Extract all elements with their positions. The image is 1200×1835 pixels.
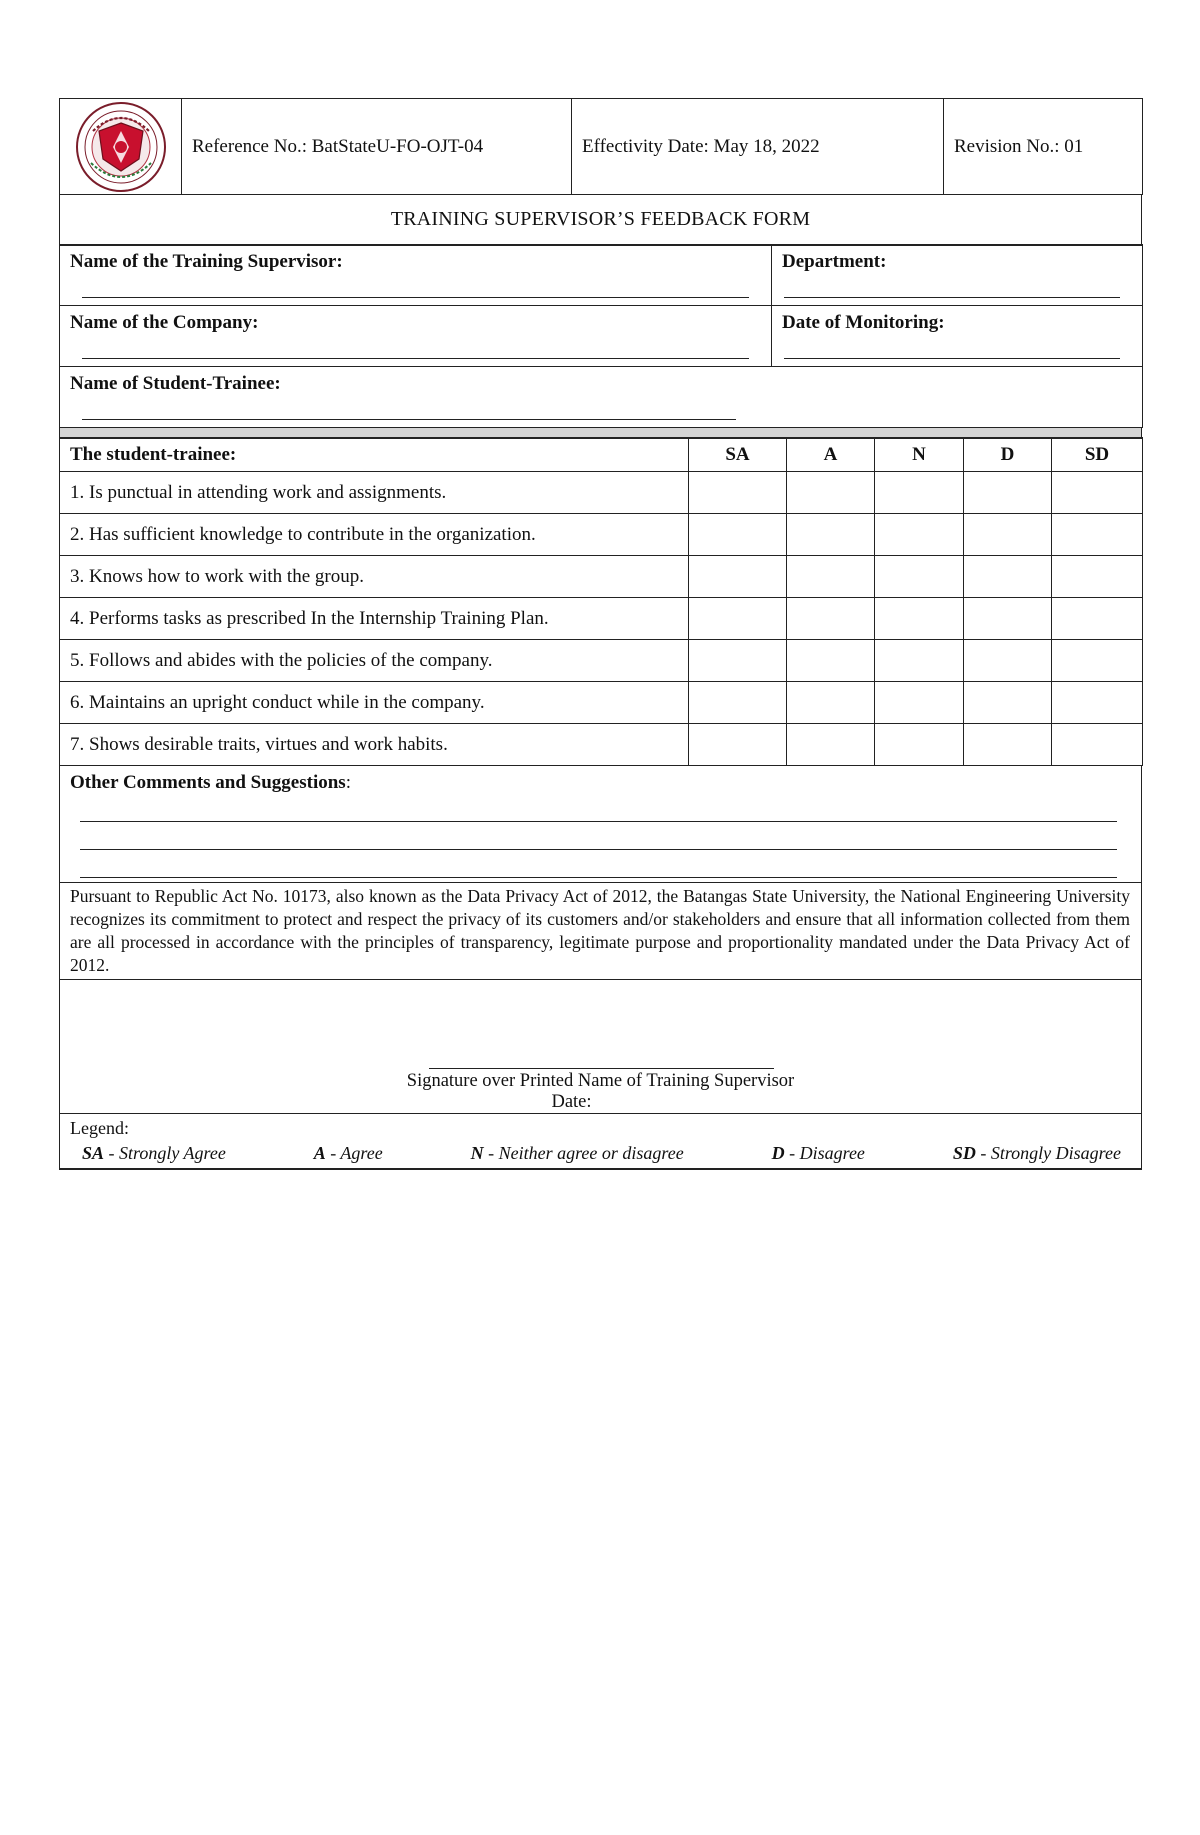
- comment-line[interactable]: [80, 822, 1117, 850]
- company-field[interactable]: [60, 306, 772, 367]
- rating-cell-a[interactable]: [787, 640, 875, 682]
- signature-date-label: Date:: [551, 1091, 592, 1112]
- effectivity-date: Effectivity Date: May 18, 2022: [572, 99, 944, 195]
- supervisor-line[interactable]: [82, 273, 749, 298]
- rating-cell-d[interactable]: [964, 724, 1052, 766]
- rating-cell-sd[interactable]: [1052, 724, 1143, 766]
- rating-cell-sa[interactable]: [689, 556, 787, 598]
- criteria-heading: The student-trainee:: [60, 438, 689, 472]
- rating-cell-sa[interactable]: [689, 598, 787, 640]
- criteria-row: [60, 556, 1143, 598]
- legend-code: SA: [82, 1142, 105, 1163]
- rating-cell-sa[interactable]: [689, 724, 787, 766]
- scale-n-header: N: [875, 438, 964, 472]
- rating-cell-d[interactable]: [964, 514, 1052, 556]
- signature-caption: Signature over Printed Name of Training Supervisor: [406, 1070, 795, 1091]
- legend-text: - Disagree: [784, 1142, 865, 1163]
- criteria-header-row: [60, 438, 1143, 472]
- rating-cell-d[interactable]: [964, 682, 1052, 724]
- criteria-item: 7. Shows desirable traits, virtues and work habits.: [60, 724, 689, 766]
- rating-cell-sd[interactable]: [1052, 640, 1143, 682]
- criteria-table: [59, 437, 1143, 766]
- title-table: [59, 194, 1142, 246]
- criteria-item: 6. Maintains an upright conduct while in the company.: [60, 682, 689, 724]
- criteria-row: [60, 598, 1143, 640]
- supervisor-field[interactable]: [60, 245, 772, 306]
- rating-cell-n[interactable]: [875, 724, 964, 766]
- rating-cell-sd[interactable]: [1052, 472, 1143, 514]
- rating-cell-sd[interactable]: [1052, 682, 1143, 724]
- comments-colon: :: [345, 771, 351, 793]
- legend-text: - Strongly Agree: [104, 1142, 226, 1163]
- rating-cell-d[interactable]: [964, 472, 1052, 514]
- feedback-form: [59, 98, 1142, 1170]
- comments-section: [60, 765, 1142, 882]
- department-label: Department:: [782, 251, 887, 272]
- legend-item-n: [471, 1143, 684, 1164]
- criteria-row: [60, 640, 1143, 682]
- rating-cell-d[interactable]: [964, 556, 1052, 598]
- scale-a-header: A: [787, 438, 875, 472]
- criteria-item: 2. Has sufficient knowledge to contribute in the organization.: [60, 514, 689, 556]
- form-title: TRAINING SUPERVISOR’S FEEDBACK FORM: [60, 194, 1142, 245]
- rating-cell-n[interactable]: [875, 556, 964, 598]
- trainee-label: Name of Student-Trainee:: [70, 373, 281, 394]
- legend-section: [60, 1113, 1142, 1169]
- rating-cell-sa[interactable]: [689, 472, 787, 514]
- scale-d-header: D: [964, 438, 1052, 472]
- rating-cell-a[interactable]: [787, 556, 875, 598]
- privacy-notice: Pursuant to Republic Act No. 10173, also known as the Data Privacy Act of 2012, the Batangas State University, the National Engineering University recognizes its commitment to protect and respect the privacy of its customers and/or stakeholders and ensure that all information collected from them are all processed in accordance with the principles of transparency, legitimate purpose and proportionality mandated under the Data Privacy Act of 2012.: [60, 882, 1142, 979]
- comment-line[interactable]: [80, 794, 1117, 822]
- rating-cell-n[interactable]: [875, 640, 964, 682]
- rating-cell-sd[interactable]: [1052, 598, 1143, 640]
- bottom-sections: [59, 765, 1142, 1170]
- rating-cell-a[interactable]: [787, 598, 875, 640]
- rating-cell-a[interactable]: [787, 472, 875, 514]
- monitoring-label: Date of Monitoring:: [782, 312, 945, 333]
- comment-line[interactable]: [80, 850, 1117, 878]
- comments-heading: [60, 766, 1141, 794]
- monitoring-field[interactable]: [772, 306, 1143, 367]
- monitoring-line[interactable]: [784, 334, 1120, 359]
- legend-code: SD: [952, 1142, 976, 1163]
- legend-label: Legend:: [70, 1117, 129, 1138]
- department-line[interactable]: [784, 273, 1120, 298]
- rating-cell-n[interactable]: [875, 598, 964, 640]
- university-seal-icon: [73, 101, 169, 193]
- trainee-field[interactable]: [60, 367, 1143, 428]
- logo-cell: [60, 99, 182, 195]
- rating-cell-sd[interactable]: [1052, 556, 1143, 598]
- info-fields: [59, 244, 1143, 428]
- rating-cell-a[interactable]: [787, 514, 875, 556]
- comments-label: Other Comments and Suggestions: [70, 771, 346, 793]
- rating-cell-n[interactable]: [875, 472, 964, 514]
- rating-cell-sa[interactable]: [689, 514, 787, 556]
- company-line[interactable]: [82, 334, 749, 359]
- legend-code: N: [470, 1142, 484, 1163]
- form-header: [59, 98, 1143, 195]
- company-label: Name of the Company:: [70, 312, 259, 333]
- criteria-row: [60, 724, 1143, 766]
- criteria-row: [60, 514, 1143, 556]
- legend-item-sd: [953, 1143, 1121, 1164]
- rating-cell-d[interactable]: [964, 640, 1052, 682]
- criteria-row: [60, 682, 1143, 724]
- rating-cell-sa[interactable]: [689, 682, 787, 724]
- revision-number: Revision No.: 01: [944, 99, 1143, 195]
- criteria-item: 1. Is punctual in attending work and assignments.: [60, 472, 689, 514]
- rating-cell-a[interactable]: [787, 682, 875, 724]
- scale-sa-header: SA: [689, 438, 787, 472]
- rating-cell-a[interactable]: [787, 724, 875, 766]
- rating-cell-d[interactable]: [964, 598, 1052, 640]
- legend-item-d: [772, 1143, 865, 1164]
- criteria-row: [60, 472, 1143, 514]
- criteria-item: 5. Follows and abides with the policies of the company.: [60, 640, 689, 682]
- trainee-line[interactable]: [82, 395, 736, 420]
- department-field[interactable]: [772, 245, 1143, 306]
- scale-sd-header: SD: [1052, 438, 1143, 472]
- supervisor-label: Name of the Training Supervisor:: [70, 251, 343, 272]
- rating-cell-n[interactable]: [875, 514, 964, 556]
- signature-section: [60, 979, 1142, 1113]
- criteria-item: 4. Performs tasks as prescribed In the Internship Training Plan.: [60, 598, 689, 640]
- legend-item-a: [314, 1143, 383, 1164]
- rating-cell-sd[interactable]: [1052, 514, 1143, 556]
- signature-line[interactable]: [429, 1068, 774, 1069]
- legend-text: - Strongly Disagree: [975, 1142, 1121, 1163]
- legend-text: - Agree: [325, 1142, 383, 1163]
- legend-code: D: [771, 1142, 785, 1163]
- rating-cell-sa[interactable]: [689, 640, 787, 682]
- legend-text: - Neither agree or disagree: [483, 1142, 684, 1163]
- criteria-item: 3. Knows how to work with the group.: [60, 556, 689, 598]
- legend-item-sa: [82, 1143, 226, 1164]
- legend-items: [60, 1139, 1141, 1164]
- rating-cell-n[interactable]: [875, 682, 964, 724]
- reference-number: Reference No.: BatStateU-FO-OJT-04: [182, 99, 572, 195]
- legend-code: A: [313, 1142, 326, 1163]
